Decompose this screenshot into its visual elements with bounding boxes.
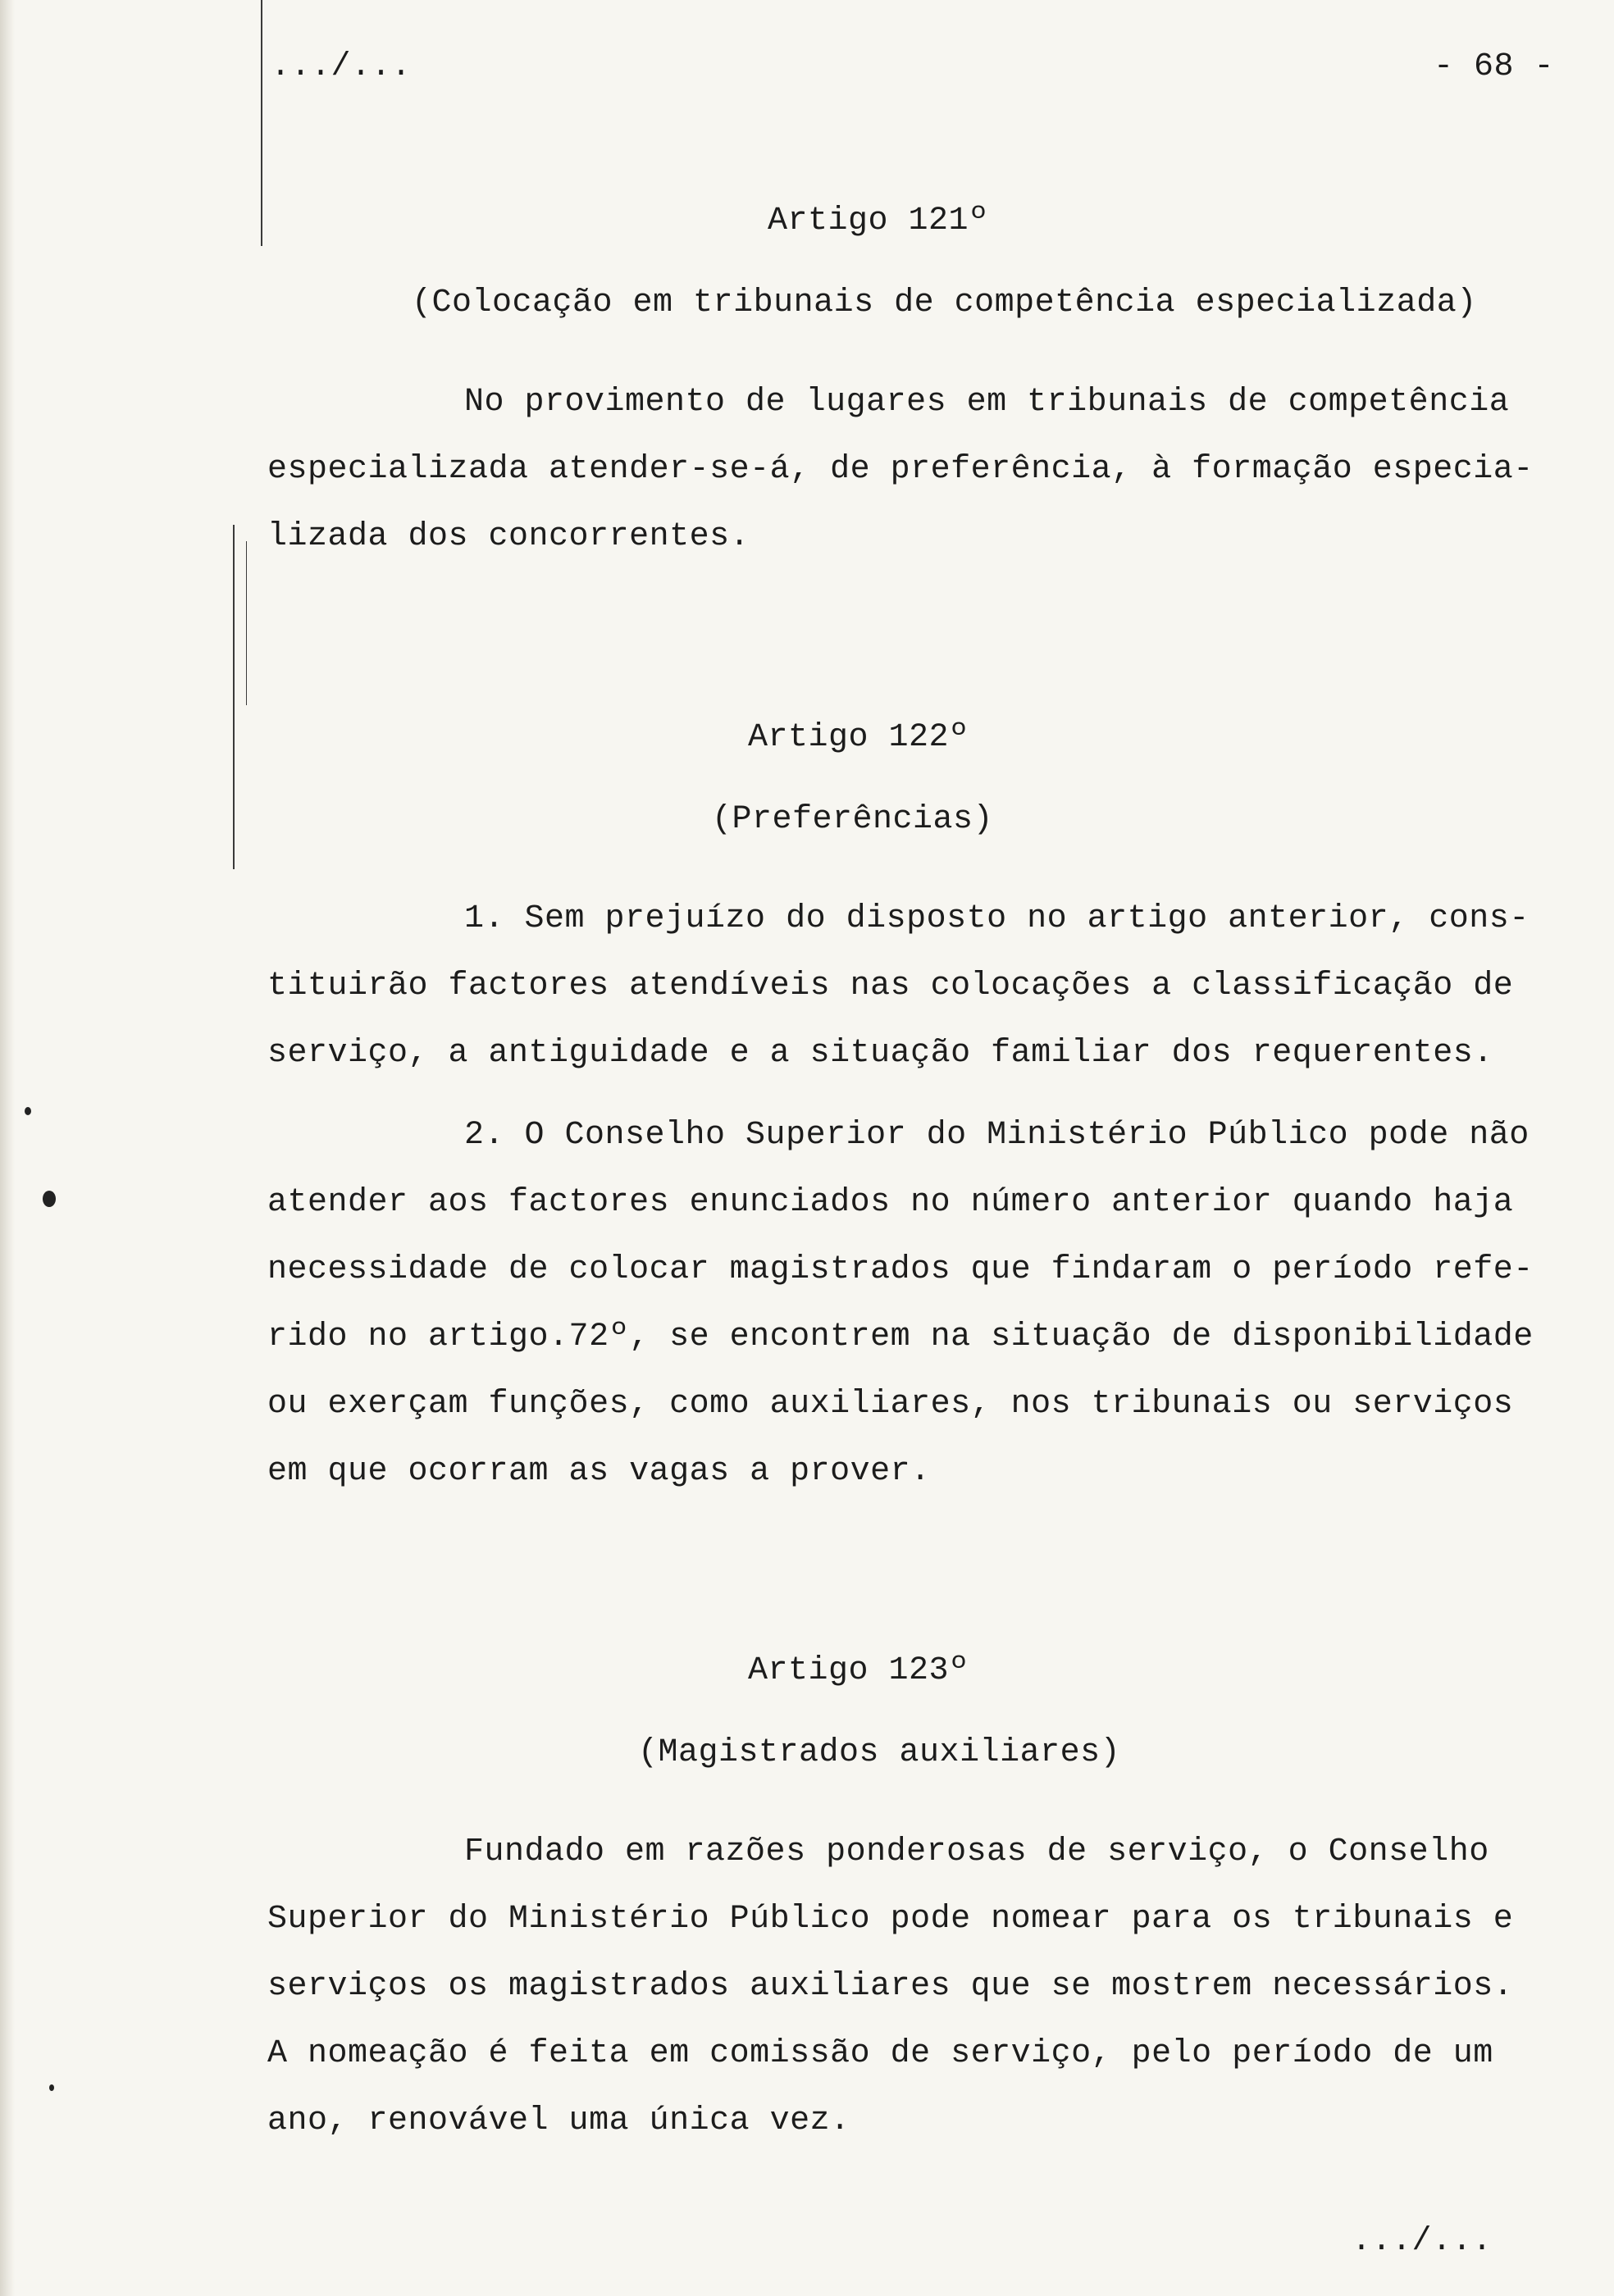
article-121-title: Artigo 121º [768, 203, 989, 239]
article-123-subtitle: (Magistrados auxiliares) [638, 1734, 1121, 1771]
scan-speck [25, 1107, 31, 1115]
paragraph-line: atender aos factores enunciados no número anterior quando haja [267, 1184, 1514, 1221]
scan-speck [49, 2084, 54, 2091]
paragraph-line: ou exerçam funções, como auxiliares, nos tribunais ou serviços [267, 1386, 1514, 1423]
article-122-paragraph-2 [267, 1102, 1534, 1506]
paragraph-line: ano, renovável uma única vez. [267, 2102, 850, 2139]
paragraph-line: 1. Sem prejuízo do disposto no artigo anterior, cons- [464, 900, 1530, 937]
scan-margin-line-short [246, 541, 247, 705]
article-123-paragraph [267, 1819, 1522, 2155]
paragraph-line: Superior do Ministério Público pode nomear para os tribunais e [267, 1901, 1514, 1938]
scan-binding-edge [0, 0, 15, 2296]
paragraph-line: em que ocorram as vagas a prover. [267, 1453, 931, 1490]
paragraph-line: No provimento de lugares em tribunais de competência [464, 384, 1510, 421]
paragraph-line: 2. O Conselho Superior do Ministério Público pode não [464, 1117, 1530, 1154]
continuation-marker-bottom: .../... [1352, 2223, 1493, 2260]
scan-margin-line-top [261, 0, 262, 246]
article-122-paragraph-1 [267, 886, 1530, 1087]
article-122-title: Artigo 122º [748, 719, 969, 756]
paragraph-line: necessidade de colocar magistrados que findaram o período refe- [267, 1251, 1534, 1288]
continuation-marker-top: .../... [271, 48, 412, 85]
article-122-subtitle: (Preferências) [712, 801, 994, 838]
scan-speck [43, 1191, 56, 1207]
scan-margin-line-middle [233, 525, 235, 869]
paragraph-line: especializada atender-se-á, de preferência, à formação especia- [267, 451, 1534, 488]
article-123-title: Artigo 123º [748, 1652, 969, 1689]
paragraph-line: serviços os magistrados auxiliares que se mostrem necessários. [267, 1968, 1514, 2005]
paragraph-line: tituirão factores atendíveis nas colocações a classificação de [267, 968, 1514, 1004]
paragraph-line: A nomeação é feita em comissão de serviço, pelo período de um [267, 2035, 1493, 2072]
paragraph-line: rido no artigo.72º, se encontrem na situação de disponibilidade [267, 1319, 1534, 1355]
page-number: - 68 - [1434, 48, 1555, 85]
paragraph-line: serviço, a antiguidade e a situação familiar dos requerentes. [267, 1035, 1493, 1072]
article-121-subtitle: (Colocação em tribunais de competência especializada) [412, 285, 1477, 321]
paragraph-line: Fundado em razões ponderosas de serviço, o Conselho [464, 1834, 1489, 1870]
paragraph-line: lizada dos concorrentes. [267, 518, 750, 555]
article-121-paragraph [267, 369, 1534, 571]
